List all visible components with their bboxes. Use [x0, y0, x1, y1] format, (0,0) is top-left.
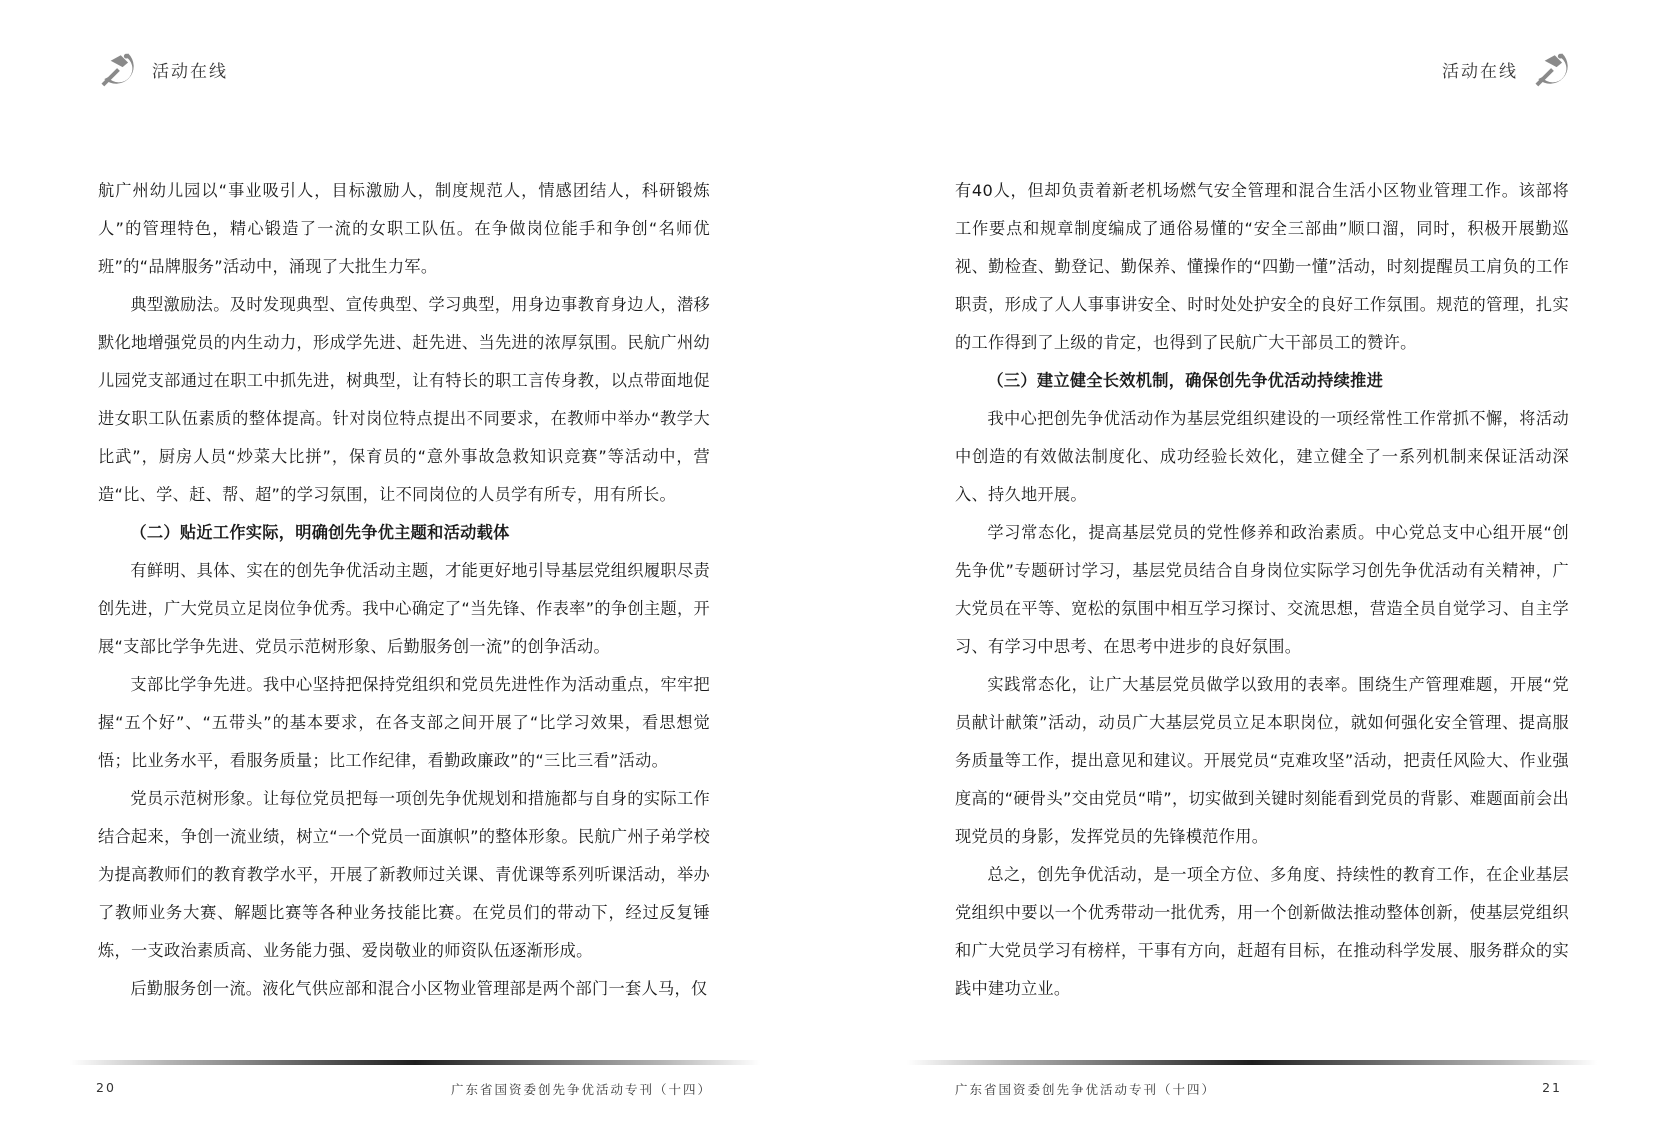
page-right — [827, 0, 1654, 1130]
paragraph: 总之，创先争优活动，是一项全方位、多角度、持续性的教育工作，在企业基层党组织中要以一个优秀带动一批优秀，用一个创新做法推动整体创新，使基层党组织和广大党员学习有榜样，干事有方向，赶超有目标，在推动科学发展、服务群众的实践中建功立业。 — [955, 865, 1569, 998]
paragraph: 支部比学争先进。我中心坚持把保持党组织和党员先进性作为活动重点，牢牢把握“五个好”、“五带头”的基本要求，在各支部之间开展了“比学习效果，看思想觉悟；比业务水平，看服务质量；比工作纪律，看勤政廉政”的“三比三看”活动。 — [98, 675, 710, 770]
page-number: 20 — [96, 1080, 116, 1095]
paragraph: 航广州幼儿园以“事业吸引人，目标激励人，制度规范人，情感团结人，科研锻炼人”的管理特色，精心锻造了一流的女职工队伍。在争做岗位能手和争创“名师优班”的“品牌服务”活动中，涌现了大批生力军。 — [98, 181, 710, 276]
hammer-sickle-icon — [96, 47, 140, 91]
paragraph: 有鲜明、具体、实在的创先争优活动主题，才能更好地引导基层党组织履职尽责创先进，广大党员立足岗位争优秀。我中心确定了“当先锋、作表率”的争创主题，开展“支部比学争先进、党员示范树形象、后勤服务创一流”的创争活动。 — [98, 561, 710, 656]
journal-title: 广东省国资委创先争优活动专刊（十四） — [450, 1082, 712, 1097]
paragraph: 后勤服务创一流。液化气供应部和混合小区物业管理部是两个部门一套人马，仅 — [130, 979, 708, 998]
section-heading: （二）贴近工作实际，明确创先争优主题和活动载体 — [130, 523, 510, 542]
paragraph: 我中心把创先争优活动作为基层党组织建设的一项经常性工作常抓不懈，将活动中创造的有效做法制度化、成功经验长效化，建立健全了一系列机制来保证活动深入、持久地开展。 — [955, 409, 1569, 504]
paragraph: 有40人，但却负责着新老机场燃气安全管理和混合生活小区物业管理工作。该部将工作要点和规章制度编成了通俗易懂的“安全三部曲”顺口溜，同时，积极开展勤巡视、勤检查、勤登记、勤保养、懂操作的“四勤一懂”活动，时刻提醒员工肩负的工作职责，形成了人人事事讲安全、时时处处护安全的良好工作氛围。规范的管理，扎实的工作得到了上级的肯定，也得到了民航广大干部员工的赞许。 — [955, 181, 1569, 352]
page-number: 21 — [1542, 1080, 1562, 1095]
section-heading: （三）建立健全长效机制，确保创先争优活动持续推进 — [987, 371, 1384, 390]
footer-rule — [907, 1060, 1597, 1065]
paragraph: 实践常态化，让广大基层党员做学以致用的表率。围绕生产管理难题，开展“党员献计献策”活动，动员广大基层党员立足本职岗位，就如何强化安全管理、提高服务质量等工作，提出意见和建议。开展党员“克难攻坚”活动，把责任风险大、作业强度高的“硬骨头”交由党员“啃”，切实做到关键时刻能看到党员的背影、难题面前会出现党员的身影，发挥党员的先锋模范作用。 — [955, 675, 1569, 846]
section-title: 活动在线 — [152, 61, 228, 82]
footer-rule — [70, 1060, 760, 1065]
paragraph: 党员示范树形象。让每位党员把每一项创先争优规划和措施都与自身的实际工作结合起来，争创一流业绩，树立“一个党员一面旗帜”的整体形象。民航广州子弟学校为提高教师们的教育教学水平，开展了新教师过关课、青优课等系列听课活动，举办了教师业务大赛、解题比赛等各种业务技能比赛。在党员们的带动下，经过反复锤炼，一支政治素质高、业务能力强、爱岗敬业的师资队伍逐渐形成。 — [98, 789, 710, 960]
paragraph: 学习常态化，提高基层党员的党性修养和政治素质。中心党总支中心组开展“创先争优”专题研讨学习，基层党员结合自身岗位实际学习创先争优活动有关精神，广大党员在平等、宽松的氛围中相互学习探讨、交流思想，营造全员自觉学习、自主学习、有学习中思考、在思考中进步的良好氛围。 — [955, 523, 1569, 656]
page-header — [96, 44, 228, 94]
body-text — [955, 172, 1569, 1008]
section-title: 活动在线 — [1442, 61, 1518, 82]
page-header — [1442, 44, 1574, 94]
hammer-sickle-icon — [1530, 47, 1574, 91]
body-text — [98, 172, 710, 1008]
paragraph: 典型激励法。及时发现典型、宣传典型、学习典型，用身边事教育身边人，潜移默化地增强党员的内生动力，形成学先进、赶先进、当先进的浓厚氛围。民航广州幼儿园党支部通过在职工中抓先进，树典型，让有特长的职工言传身教，以点带面地促进女职工队伍素质的整体提高。针对岗位特点提出不同要求，在教师中举办“教学大比武”，厨房人员“炒菜大比拼”，保育员的“意外事故急救知识竞赛”等活动中，营造“比、学、赶、帮、超”的学习氛围，让不同岗位的人员学有所专，用有所长。 — [98, 295, 710, 504]
journal-title: 广东省国资委创先争优活动专刊（十四） — [955, 1082, 1217, 1097]
